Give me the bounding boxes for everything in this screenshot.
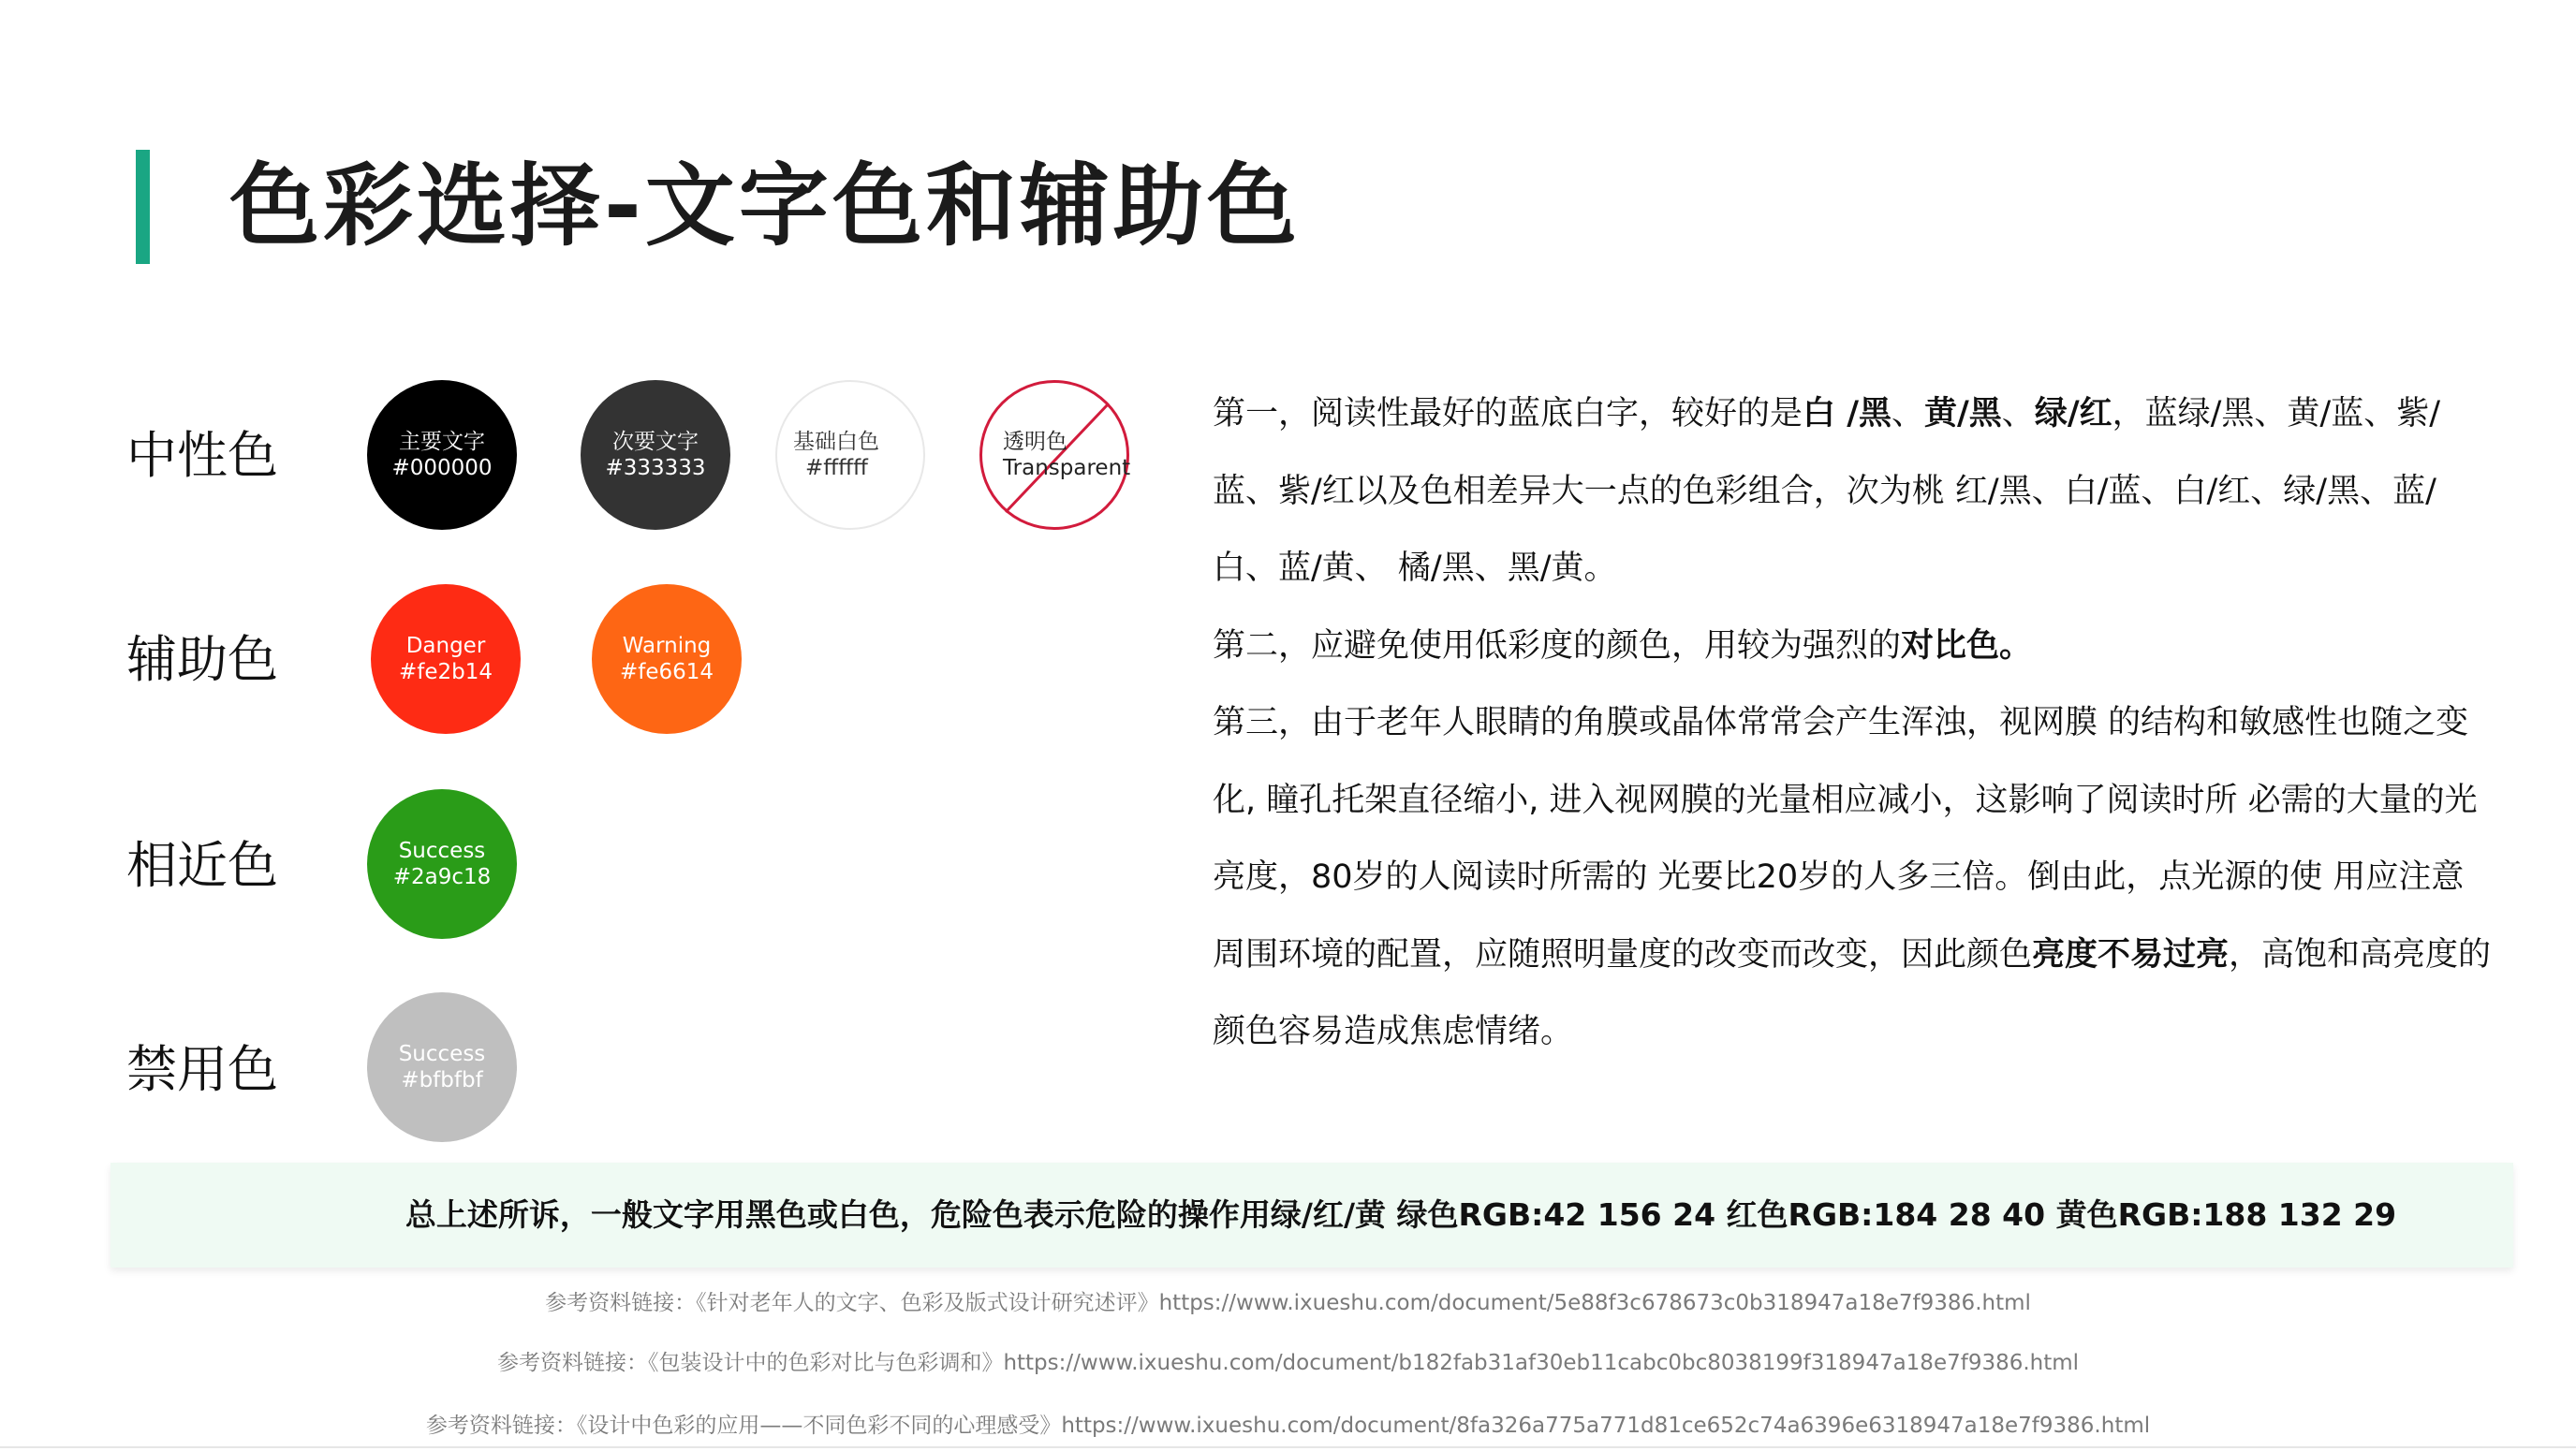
swatch-name: 主要文字 bbox=[399, 430, 485, 454]
title-accent-bar bbox=[136, 150, 150, 264]
category-label-similar: 相近色 bbox=[126, 836, 278, 895]
swatch-code: #ffffff bbox=[805, 456, 868, 480]
swatch-name: 透明色 bbox=[1003, 430, 1067, 454]
paragraph-2: 第二，应避免使用低彩度的颜色，用较为强烈的对比色。 bbox=[1213, 626, 2033, 665]
swatch-code: #fe6614 bbox=[619, 660, 714, 684]
bottom-divider bbox=[0, 1446, 2576, 1448]
swatch-code: #bfbfbf bbox=[401, 1068, 483, 1092]
swatch-disabled bbox=[367, 992, 517, 1142]
swatch-success bbox=[367, 789, 517, 939]
swatch-base-white bbox=[775, 380, 925, 530]
swatch-name: Success bbox=[398, 1042, 486, 1066]
swatch-code: #333333 bbox=[605, 456, 706, 480]
category-label-disabled: 禁用色 bbox=[126, 1040, 278, 1099]
swatch-code: Transparent bbox=[1003, 456, 1131, 480]
page-title: 色彩选择-文字色和辅助色 bbox=[229, 154, 1301, 258]
swatch-danger bbox=[371, 584, 521, 734]
swatch-code: #2a9c18 bbox=[392, 865, 492, 889]
swatch-name: 次要文字 bbox=[612, 430, 699, 454]
category-label-neutral: 中性色 bbox=[126, 426, 278, 485]
reference-link-2[interactable]: 参考资料链接：《包装设计中的色彩对比与色彩调和》https://www.ixueshu.com/document/b182fab31af30eb11cabc0bc8038199f318947a18e7f9386.html bbox=[496, 1351, 2080, 1375]
swatch-code: #fe2b14 bbox=[398, 660, 493, 684]
swatch-primary-text bbox=[367, 380, 517, 530]
swatch-name: Success bbox=[398, 839, 486, 863]
swatch-name: Warning bbox=[622, 634, 712, 658]
paragraph-3: 第三，由于老年人眼睛的角膜或晶体常常会产生浑浊，视网膜 的结构和敏感性也随之变化, 瞳孔托架直径缩小, 进入视网膜的光量相应减小，这影响了阅读时所 必需的大量的光亮度，80岁的人阅读时所需的 光要比20岁的人多三倍。倒由此，点光源的使 用应注意周围环境的配置，应随照明量度的改变而改变，因此颜色亮度不易过亮，高饱和高亮度的颜色容易造成焦虑情绪。 bbox=[1213, 704, 2492, 1050]
swatch-name: 基础白色 bbox=[793, 430, 879, 454]
swatch-name: Danger bbox=[405, 634, 486, 658]
swatch-transparent bbox=[979, 380, 1129, 530]
summary-text: 总上述所诉，一般文字用黑色或白色，危险色表示危险的操作用绿/红/黄 绿色RGB:42 156 24 红色RGB:184 28 40 黄色RGB:188 132 29 bbox=[405, 1196, 2397, 1233]
summary-box bbox=[110, 1163, 2513, 1268]
swatch-secondary-text bbox=[581, 380, 730, 530]
reference-link-3[interactable]: 参考资料链接：《设计中色彩的应用——不同色彩不同的心理感受》https://www.ixueshu.com/document/8fa326a775a771d81ce652c74a6396e6318947a18e7f9386.html bbox=[425, 1414, 2151, 1438]
category-label-auxiliary: 辅助色 bbox=[126, 630, 278, 689]
paragraph-1: 第一，阅读性最好的蓝底白字，较好的是白 /黑、黄/黑、绿/红，蓝绿/黑、黄/蓝、紫/蓝、紫/红以及色相差异大一点的色彩组合，次为桃 红/黑、白/蓝、白/红、绿/黑、蓝/白、蓝/黄、 橘/黑、黑/黄。 bbox=[1213, 395, 2440, 587]
swatch-code: #000000 bbox=[391, 456, 493, 480]
reference-link-1[interactable]: 参考资料链接：《针对老年人的文字、色彩及版式设计研究述评》https://www.ixueshu.com/document/5e88f3c678673c0b318947a18e7f9386.html bbox=[545, 1291, 2031, 1315]
swatch-warning bbox=[592, 584, 742, 734]
description-text bbox=[1213, 375, 2495, 1071]
